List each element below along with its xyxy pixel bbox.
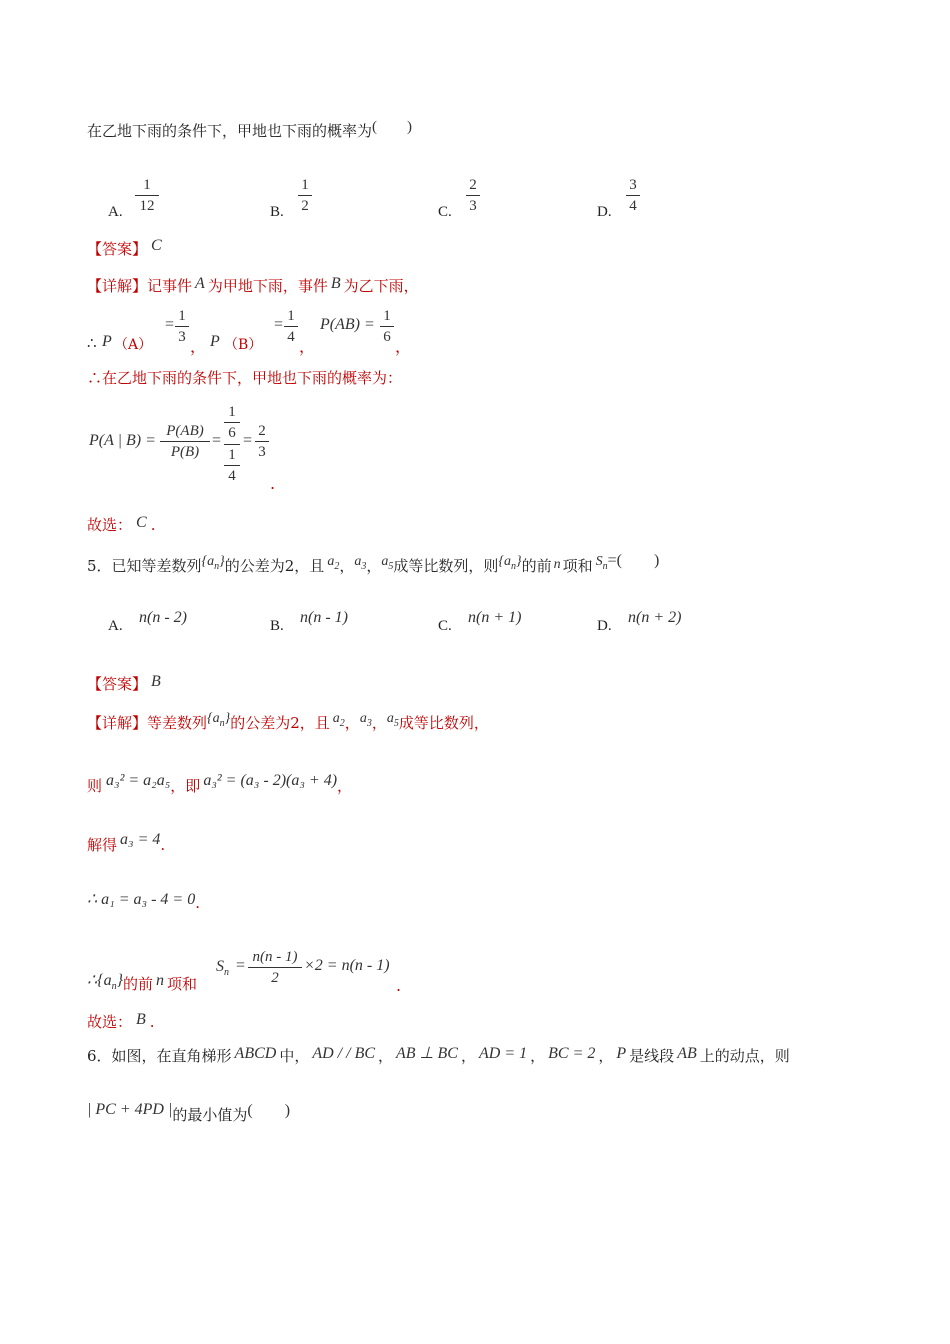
q5-step-3: ∴ a₁ = a₃ - 4 = 0.: [87, 891, 201, 912]
option-expr: n(n + 1): [468, 609, 522, 626]
option-fraction: 2 3: [466, 176, 480, 215]
option-expr: n(n - 1): [300, 609, 348, 626]
option-expr: n(n - 2): [139, 609, 187, 626]
option-expr: n(n + 2): [628, 609, 682, 626]
fraction: 1 3: [175, 307, 189, 346]
option-label: D.: [597, 618, 612, 634]
option-fraction: 1 12: [135, 176, 159, 215]
q6-stem-line-2: | PC + 4PD |的最小值为( ): [87, 1101, 291, 1124]
fraction: 1 6: [380, 307, 394, 346]
q4-answer: 【答案】 C: [87, 237, 162, 258]
q5-answer: 【答案】 B: [87, 673, 161, 693]
option-label: A.: [108, 204, 123, 220]
q5-detail: 【详解】等差数列$\{a_n\}$的公差为2，且 $a_2$，$a_3$，$a_5$成等比数列，: [87, 711, 489, 732]
option-label: B.: [270, 204, 284, 220]
fraction: 1 4: [284, 307, 298, 346]
q5-stem: 5．已知等差数列$\{a_n\}$的公差为2，且 $a_2$，$a_3$，$a_5$成等比数列，则$\{a_n\}$的前 n 项和 $S_n=$( ): [87, 552, 660, 575]
option-fraction: 3 4: [626, 176, 640, 215]
q4-choose: 故选： C .: [87, 514, 156, 534]
option-fraction: 1 2: [298, 176, 312, 215]
option-label: A.: [108, 618, 123, 634]
q5-choose: 故选： B .: [87, 1011, 155, 1031]
q6-stem-line-1: 6．如图，在直角梯形 ABCD 中， AD / / BC ， AB ⊥ BC ， AD = 1 ， BC = 2 ， P 是线段 AB 上的动点，则: [87, 1045, 790, 1065]
q4-cond-line: ∴在乙地下雨的条件下，甲地也下雨的概率为：: [87, 369, 403, 387]
fraction: 2 3: [255, 422, 269, 461]
option-label: B.: [270, 618, 284, 634]
option-label: D.: [597, 204, 612, 220]
fraction: P(AB) P(B): [160, 422, 210, 461]
option-label: C.: [438, 204, 452, 220]
compound-fraction: 1 6 1 4: [224, 403, 240, 485]
fraction: n(n - 1) 2: [248, 948, 302, 987]
q5-step-1: 则 a₃² = a₂a₅，即 a₃² = (a₃ - 2)(a₃ + 4)，: [87, 772, 353, 795]
q5-step-2: 解得 a₃ = 4.: [87, 831, 166, 854]
q4-stem: 在乙地下雨的条件下，甲地也下雨的概率为( ): [87, 119, 413, 140]
q4-detail: 【详解】记事件 A 为甲地下雨，事件 B 为乙下雨，: [87, 275, 419, 295]
option-label: C.: [438, 618, 452, 634]
